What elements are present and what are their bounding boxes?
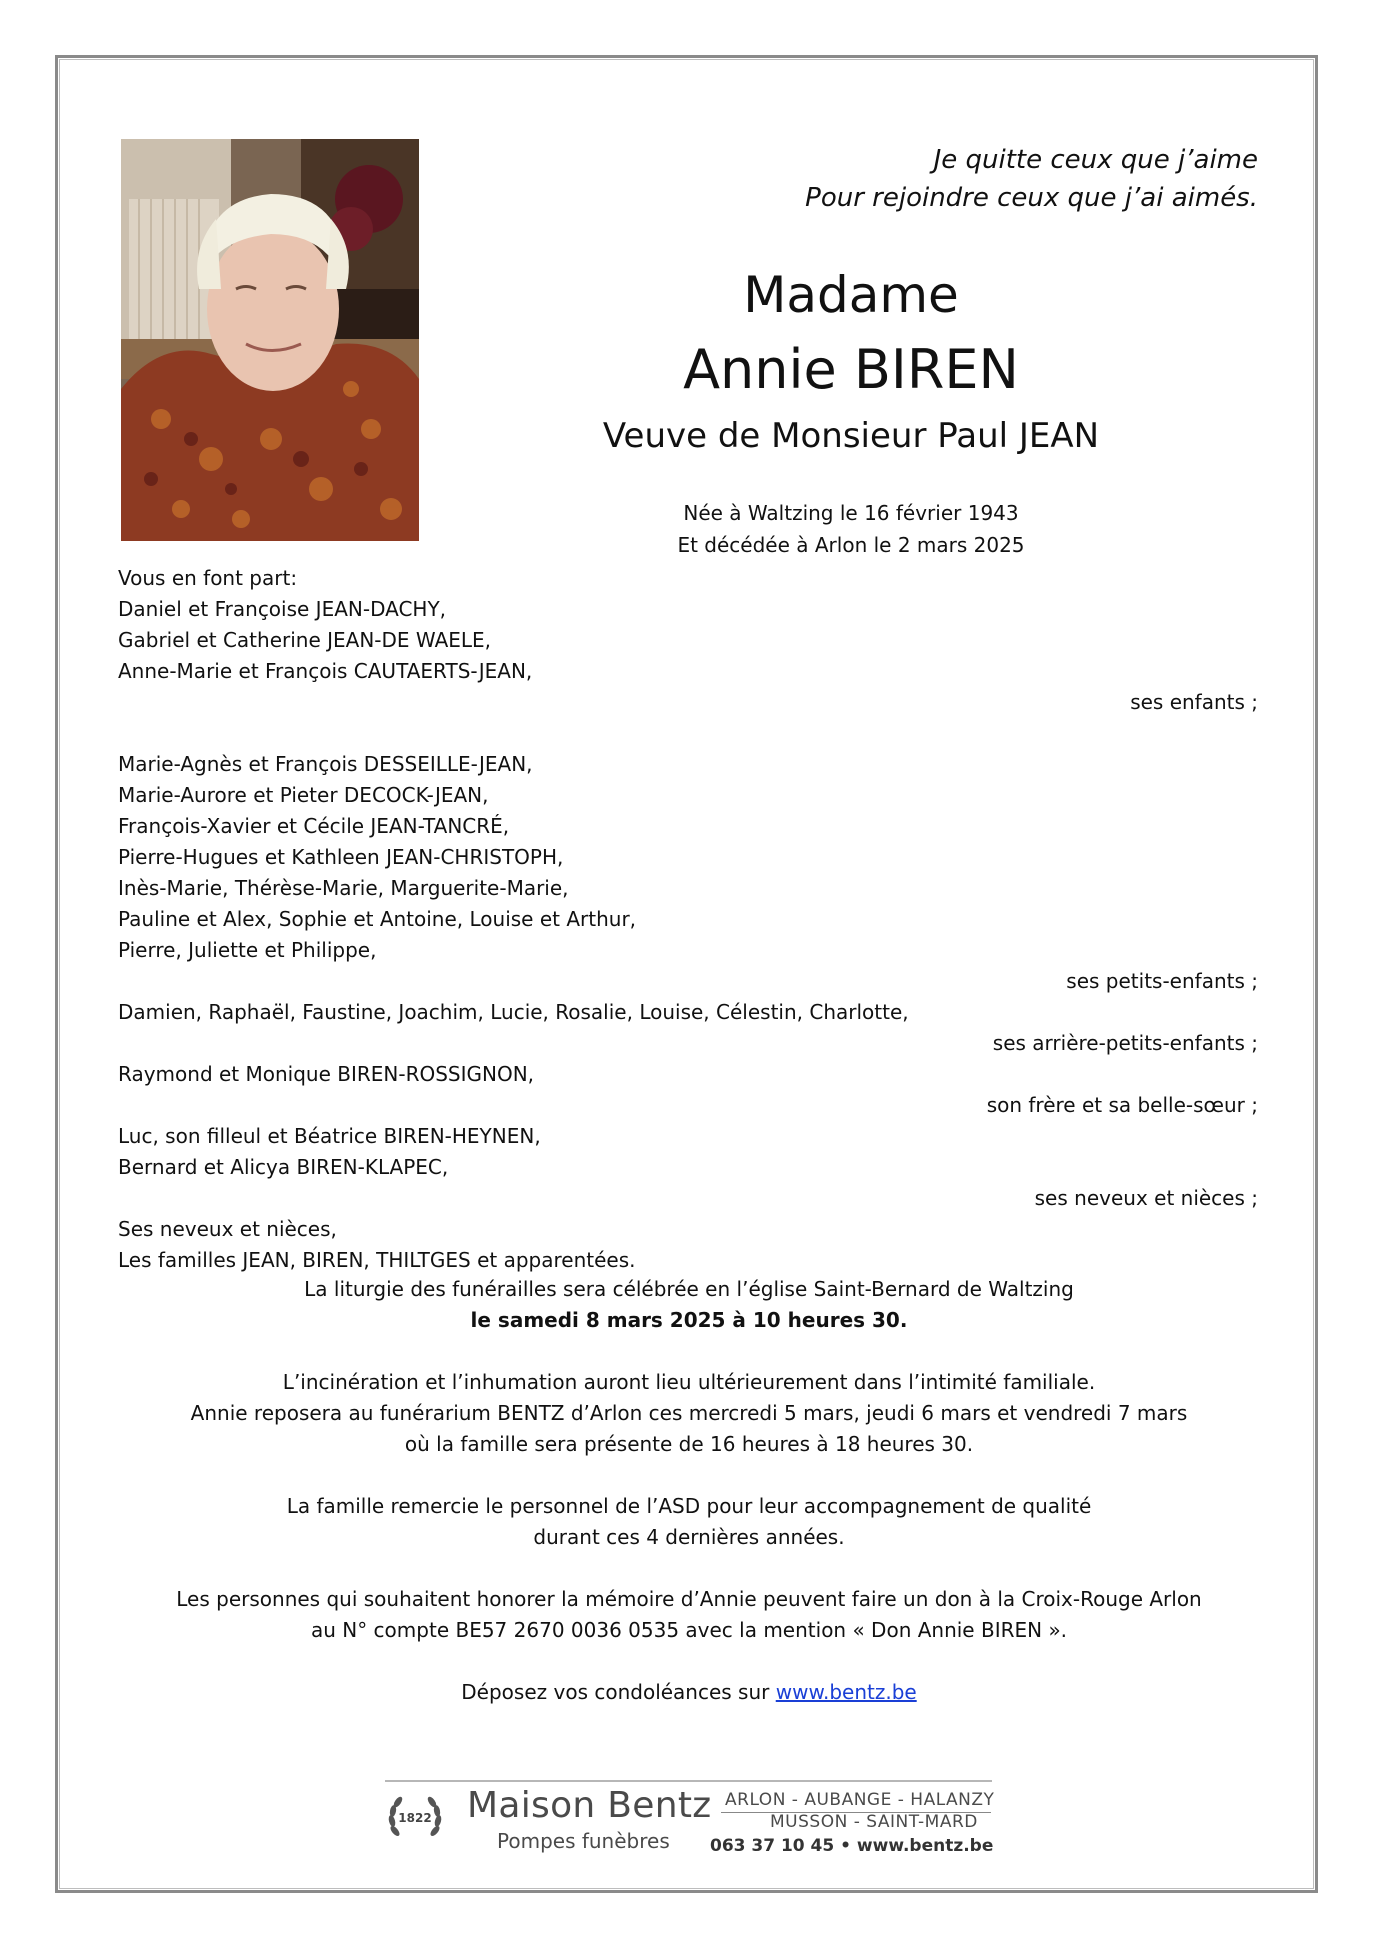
thanks-line: La famille remercie le personnel de l’ASD pour leur accompagnement de qualité xyxy=(286,1494,1092,1518)
funeral-info xyxy=(118,1274,1260,1708)
funeral-home-footer xyxy=(385,1785,995,1865)
grandchild-line: Marie-Aurore et Pieter DECOCK-JEAN, xyxy=(118,783,489,807)
grandchild-line: Pierre, Juliette et Philippe, xyxy=(118,938,377,962)
sibling-label: son frère et sa belle-sœur ; xyxy=(986,1093,1258,1117)
donation-line: Les personnes qui souhaitent honorer la mémoire d’Annie peuvent faire un don à la Croix-Rouge Arlon xyxy=(176,1587,1202,1611)
nephews-label: ses neveux et nièces ; xyxy=(1034,1186,1258,1210)
death-line: Et décédée à Arlon le 2 mars 2025 xyxy=(677,533,1025,557)
children-label: ses enfants ; xyxy=(1130,690,1258,714)
life-dates xyxy=(543,497,1159,561)
great-grandchildren-label: ses arrière-petits-enfants ; xyxy=(992,1031,1258,1055)
epigraph-line-1: Je quitte ceux que j’aime xyxy=(933,145,1258,175)
intro-line: Vous en font part: xyxy=(118,566,298,590)
grandchildren-label: ses petits-enfants ; xyxy=(1066,969,1258,993)
sibling-line: Raymond et Monique BIREN-ROSSIGNON, xyxy=(118,1062,535,1086)
liturgy-line: La liturgie des funérailles sera célébrée en l’église Saint-Bernard de Waltzing xyxy=(304,1277,1074,1301)
crest-year: 1822 xyxy=(398,1811,432,1825)
brand-subtitle: Pompes funèbres xyxy=(497,1829,670,1853)
towns-line-2: MUSSON - SAINT-MARD xyxy=(770,1812,978,1832)
child-line: Daniel et Françoise JEAN-DACHY, xyxy=(118,597,447,621)
repose-line: Annie reposera au funérarium BENTZ d’Arlon ces mercredi 5 mars, jeudi 6 mars et vendredi 7 mars xyxy=(190,1401,1188,1425)
towns-line-1: ARLON - AUBANGE - HALANZY xyxy=(725,1790,995,1810)
epigraph-line-2: Pour rejoindre ceux que j’ai aimés. xyxy=(805,183,1258,213)
title-block xyxy=(543,260,1159,462)
honorific: Madame xyxy=(743,266,959,324)
thanks-line: durant ces 4 dernières années. xyxy=(533,1525,845,1549)
laurel-crest-icon xyxy=(385,1787,445,1847)
family-announcement xyxy=(118,563,1258,1276)
brand-name: Maison Bentz xyxy=(467,1785,712,1826)
epigraph xyxy=(558,141,1258,217)
donation-line: au N° compte BE57 2670 0036 0535 avec la mention « Don Annie BIREN ». xyxy=(310,1618,1068,1642)
footer-divider xyxy=(385,1780,992,1782)
nephew-line: Luc, son filleul et Béatrice BIREN-HEYNEN, xyxy=(118,1124,541,1148)
condolences-link[interactable]: www.bentz.be xyxy=(775,1680,917,1704)
ceremony-datetime: le samedi 8 mars 2025 à 10 heures 30. xyxy=(470,1308,908,1332)
contact-line: 063 37 10 45 • www.bentz.be xyxy=(710,1836,994,1856)
others-line: Ses neveux et nièces, xyxy=(118,1217,337,1241)
child-line: Gabriel et Catherine JEAN-DE WAELE, xyxy=(118,628,492,652)
widow-of: Veuve de Monsieur Paul JEAN xyxy=(602,416,1100,456)
child-line: Anne-Marie et François CAUTAERTS-JEAN, xyxy=(118,659,533,683)
great-grandchildren-line: Damien, Raphaël, Faustine, Joachim, Lucie, Rosalie, Louise, Célestin, Charlotte, xyxy=(118,1000,909,1024)
grandchild-line: Pierre-Hugues et Kathleen JEAN-CHRISTOPH, xyxy=(118,845,564,869)
grandchild-line: François-Xavier et Cécile JEAN-TANCRÉ, xyxy=(118,814,510,838)
portrait-photo xyxy=(121,139,419,541)
grandchild-line: Pauline et Alex, Sophie et Antoine, Louise et Arthur, xyxy=(118,907,637,931)
deceased-name: Annie BIREN xyxy=(683,338,1019,401)
birth-line: Née à Waltzing le 16 février 1943 xyxy=(683,501,1019,525)
grandchild-line: Inès-Marie, Thérèse-Marie, Marguerite-Marie, xyxy=(118,876,569,900)
others-line: Les familles JEAN, BIREN, THILTGES et apparentées. xyxy=(118,1248,636,1272)
condolences-text: Déposez vos condoléances sur xyxy=(461,1680,776,1704)
cremation-line: L’incinération et l’inhumation auront lieu ultérieurement dans l’intimité familiale. xyxy=(282,1370,1096,1394)
grandchild-line: Marie-Agnès et François DESSEILLE-JEAN, xyxy=(118,752,533,776)
nephew-line: Bernard et Alicya BIREN-KLAPEC, xyxy=(118,1155,449,1179)
condolences-line xyxy=(118,1677,1260,1708)
presence-line: où la famille sera présente de 16 heures à 18 heures 30. xyxy=(404,1432,974,1456)
